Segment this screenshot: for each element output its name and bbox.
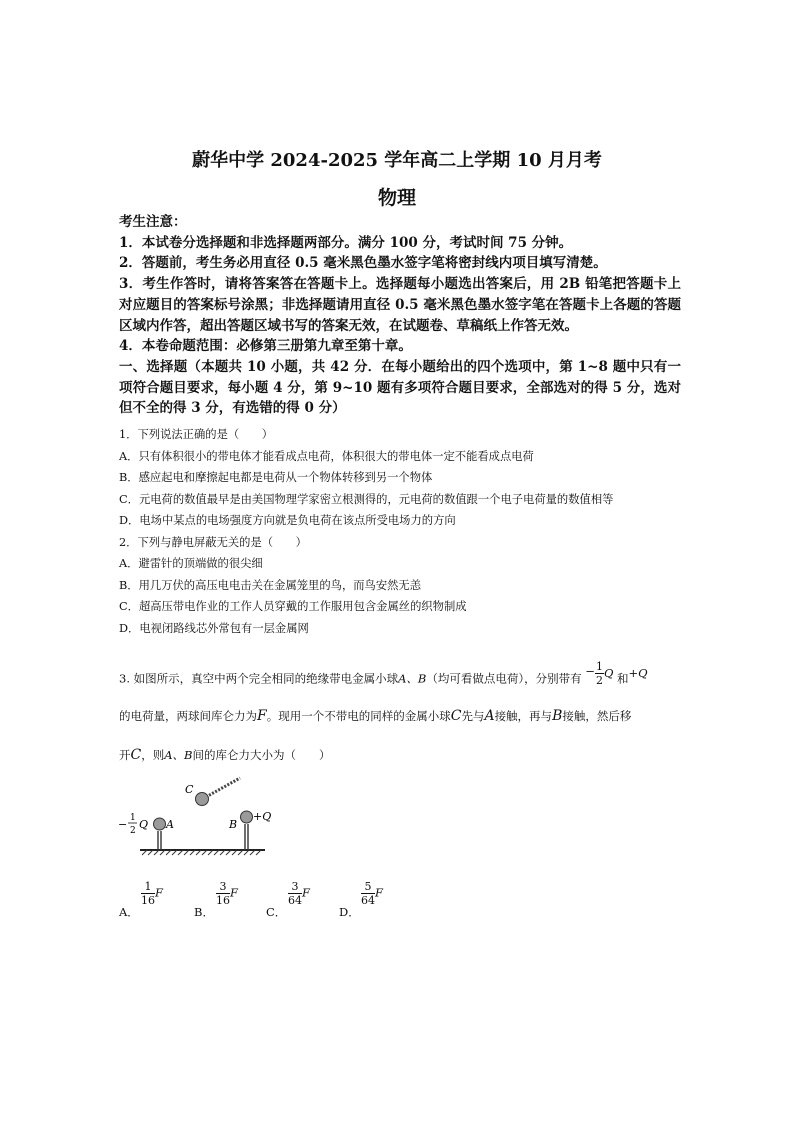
q3-var: C [450,708,462,724]
frac-den: 16 [141,894,155,907]
charged-spheres-figure [118,775,272,860]
frac-num: 3 [288,880,302,894]
section-heading: 一、选择题（本题共 10 小题，共 42 分．在每小题给出的四个选项中，第 1~8 题中只有一项符合题目要求，每小题 4 分，第 9~10 题有多项符合题目要求，全部选对的得 5 分，选对但不全的得 3 分，有选错的得 0 分） [119,358,681,417]
q3-var: C [130,747,142,763]
q3-var: A、B [398,671,427,686]
q3-text: 间的库仑力大小为（ ） [192,748,331,762]
option-var: F [230,885,238,900]
notice-heading: 考生注意： [119,214,187,230]
option-value [141,880,163,907]
option-value [361,880,383,907]
option-b: B．感应起电和摩擦起电都是电荷从一个物体转移到另一个物体 [119,471,433,484]
question-stem: 1．下列说法正确的是（ ） [119,428,274,441]
frac-den: 2 [595,674,603,687]
option-value [288,880,310,907]
notice-item: 3．考生作答时，请将答案答在答题卡上。选择题每小题选出答案后，用 2B 铅笔把答题卡上对应题目的答案标号涂黑；非选择题请用直径 0.5 毫米黑色墨水签字笔在答题卡上各题的答题区域内作答，超出答题区域书写的答案无效，在试题卷、草稿纸上作答无效。 [119,276,681,334]
sphere-b [241,811,253,823]
q3-sign: − [585,663,595,678]
option-fraction [216,880,230,907]
option-a: A．避雷针的顶端做的很尖细 [119,557,263,570]
option-c: C．超高压带电作业的工作人员穿戴的工作服用包含金属丝的织物制成 [119,600,467,613]
option-fraction [361,880,375,907]
q3-text: 。现用一个不带电的同样的金属小球 [266,709,451,723]
frac-den: 64 [288,894,302,907]
option-value [216,880,238,907]
notice-item: 2．答题前，考生务必用直径 0.5 毫米黑色墨水签字笔将密封线内项目填写清楚。 [119,255,607,272]
label-q: Q [139,818,149,831]
exam-notice [119,212,681,419]
option-d: D．电场中某点的电场强度方向就是负电荷在该点所受电场力的方向 [119,514,456,527]
exam-title: 蔚华中学 2024-2025 学年高二上学期 10 月月考 [192,150,602,171]
frac-den: 16 [216,894,230,907]
q3-var: F [257,708,267,724]
q3-text: （均可看做点电荷），分别带有 [426,671,582,686]
option-fraction [141,880,155,907]
option-d: D．电视闭路线芯外常包有一层金属网 [119,621,309,635]
subject-title: 物理 [377,187,416,209]
frac-den: 64 [361,894,375,907]
q3-text: ，则 [141,748,165,762]
q3-text: 的电荷量，两球间库仑力为 [119,709,257,723]
question-1 [119,424,681,639]
sphere-c [196,793,209,806]
option-c: C．元电荷的数值最早是由美国物理学家密立根测得的，元电荷的数值跟一个电子电荷量的数值相等 [119,492,614,506]
q3-text: 先与 [461,709,485,723]
option-var: F [155,885,163,900]
label-half-num: 1 [130,813,136,823]
frac-num: 5 [361,880,375,894]
sphere-a [154,818,166,830]
option-a: A．只有体积很小的带电体才能看成点电荷，体积很大的带电体一定不能看成点电荷 [119,449,534,463]
label-b: B [229,818,238,831]
option-letter: C． [266,905,287,919]
q3-line-2 [119,708,631,724]
q3-text: 和 [617,671,629,686]
option-var: F [375,885,383,900]
question-stem: 2．下列与静电屏蔽无关的是（ ） [119,535,307,549]
q3-line-3 [119,747,330,763]
frac-num: 1 [595,660,603,673]
fraction-half [595,660,604,687]
label-a: A [166,818,174,831]
label-half-den: 2 [130,826,136,836]
frac-num: 1 [141,880,155,894]
option-letter: B． [194,905,214,919]
q3-var: B [552,708,563,724]
option-letter: D． [339,905,360,919]
q3-var: A [484,708,495,724]
q3-text: 接触，再与 [494,709,553,723]
option-fraction [288,880,302,907]
frac-num: 3 [216,880,230,894]
q3-text: 接触，然后移 [562,709,632,723]
q3-var: Q [603,665,614,680]
option-b: B．用几万伏的高压电电击关在金属笼里的鸟，而鸟安然无恙 [119,578,422,592]
notice-item: 4．本卷命题范围：必修第三册第九章至第十章。 [119,338,412,355]
label-c: C [185,783,194,796]
label-minus: − [118,818,128,831]
q3-var: +Q [628,665,648,680]
option-letter: A． [119,905,139,919]
q3-text: 开 [119,748,131,762]
notice-item: 1．本试卷分选择题和非选择题两部分。满分 100 分，考试时间 75 分钟。 [119,234,573,251]
q3-line-1 [119,660,648,693]
q3-var: A、B [164,748,193,762]
insulating-handle [206,778,240,797]
q3-text: 3. 如图所示，真空中两个完全相同的绝缘带电金属小球 [119,671,399,686]
option-var: F [302,885,310,900]
label-plus-q: +Q [253,810,272,823]
